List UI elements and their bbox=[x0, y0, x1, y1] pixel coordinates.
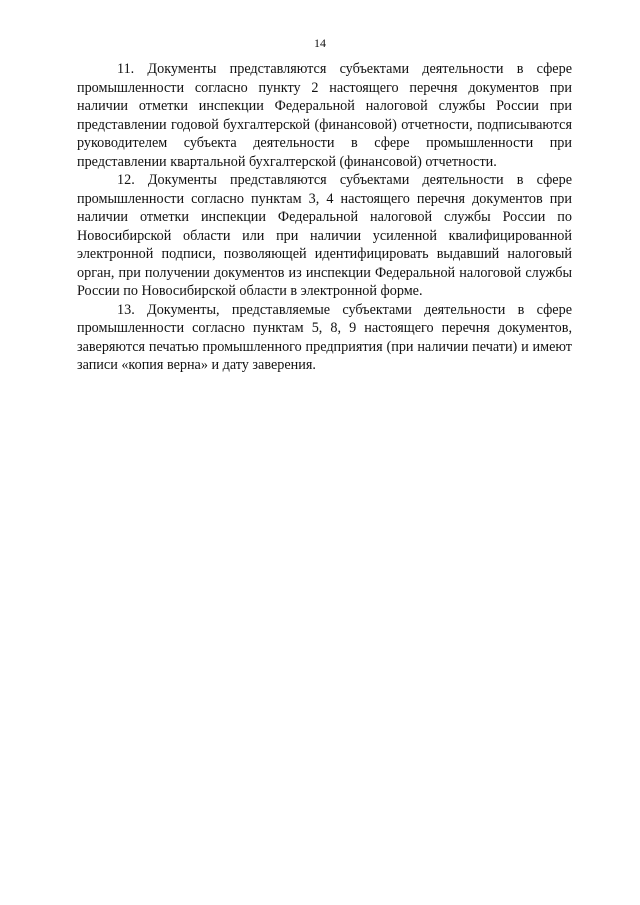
paragraph-11: 11. Документы представляются субъектами деятельности в сфере промышленности согласно пункту 2 настоящего перечня документов при наличии отметки инспекции Федеральной налоговой службы России при представлении годовой бухгалтерской (финансовой) отчетности, подписываются руководителем субъекта деятельности в сфере промышленности при представлении квартальной бухгалтерской (финансовой) отчетности. bbox=[77, 61, 572, 170]
paragraph-12: 12. Документы представляются субъектами деятельности в сфере промышленности согласно пунктам 3, 4 настоящего перечня документов при наличии отметки инспекции Федеральной налоговой службы России по Новосибирской области или при наличии усиленной квалифицированной электронной подписи, позволяющей идентифицировать выдавший налоговый орган, при получении документов из инспекции Федеральной налоговой службы России по Новосибирской области в электронной форме. bbox=[77, 172, 572, 299]
paragraph-13: 13. Документы, представляемые субъектами деятельности в сфере промышленности согласно пунктам 5, 8, 9 настоящего перечня документов, заверяются печатью промышленного предприятия (при наличии печати) и имеют записи «копия верна» и дату заверения. bbox=[77, 301, 572, 373]
document-body bbox=[77, 60, 572, 375]
page-number: 14 bbox=[314, 36, 326, 50]
